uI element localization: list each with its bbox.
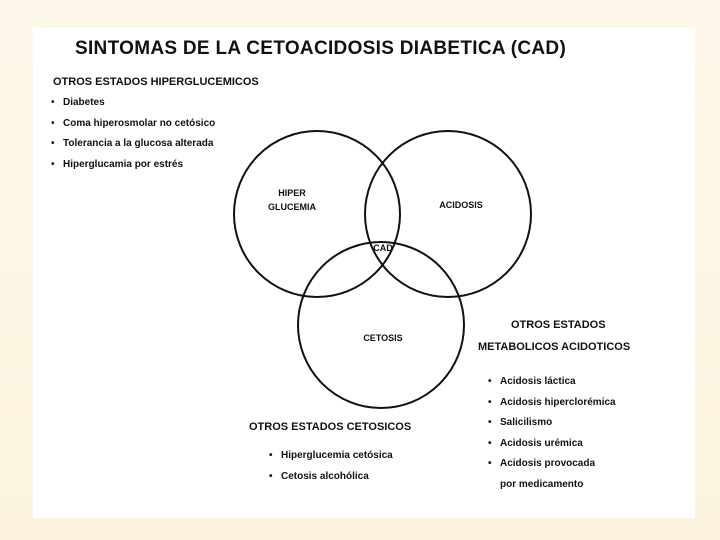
list-item: • Cetosis alcohólica <box>269 470 369 482</box>
list-item: • Acidosis hiperclorémica <box>488 396 616 408</box>
list-item: • Acidosis provocada <box>488 458 596 469</box>
list-item: • Hiperglucamia por estrés <box>51 158 184 170</box>
acidoticos-list <box>488 372 616 495</box>
acidoticos-heading-line2: METABOLICOS ACIDOTICOS <box>478 341 631 353</box>
label-center-cad: CAD <box>373 243 393 253</box>
list-item: • Salicilismo <box>488 417 553 428</box>
acidoticos-heading-line1: OTROS ESTADOS <box>511 319 606 331</box>
diagram-title: SINTOMAS DE LA CETOACIDOSIS DIABETICA (CAD) <box>75 38 567 59</box>
label-acidosis: ACIDOSIS <box>439 200 483 210</box>
hiperglucemicos-heading: OTROS ESTADOS HIPERGLUCEMICOS <box>53 76 259 88</box>
circle-acidosis <box>365 131 531 297</box>
cetosicos-list <box>269 446 393 487</box>
list-item: • Coma hiperosmolar no cetósico <box>51 117 216 129</box>
list-item: por medicamento <box>500 478 584 490</box>
list-item: • Hiperglucemia cetósica <box>269 450 393 461</box>
label-cetosis: CETOSIS <box>363 333 403 343</box>
list-item: • Diabetes <box>51 97 105 108</box>
diagram-figure <box>33 28 695 518</box>
cetosicos-heading: OTROS ESTADOS CETOSICOS <box>249 421 412 433</box>
list-item: • Acidosis láctica <box>488 376 576 387</box>
list-item: • Tolerancia a la glucosa alterada <box>51 138 214 149</box>
label-hiperglucemia: HIPER GLUCEMIA <box>268 188 316 212</box>
list-item: • Acidosis urémica <box>488 437 583 449</box>
